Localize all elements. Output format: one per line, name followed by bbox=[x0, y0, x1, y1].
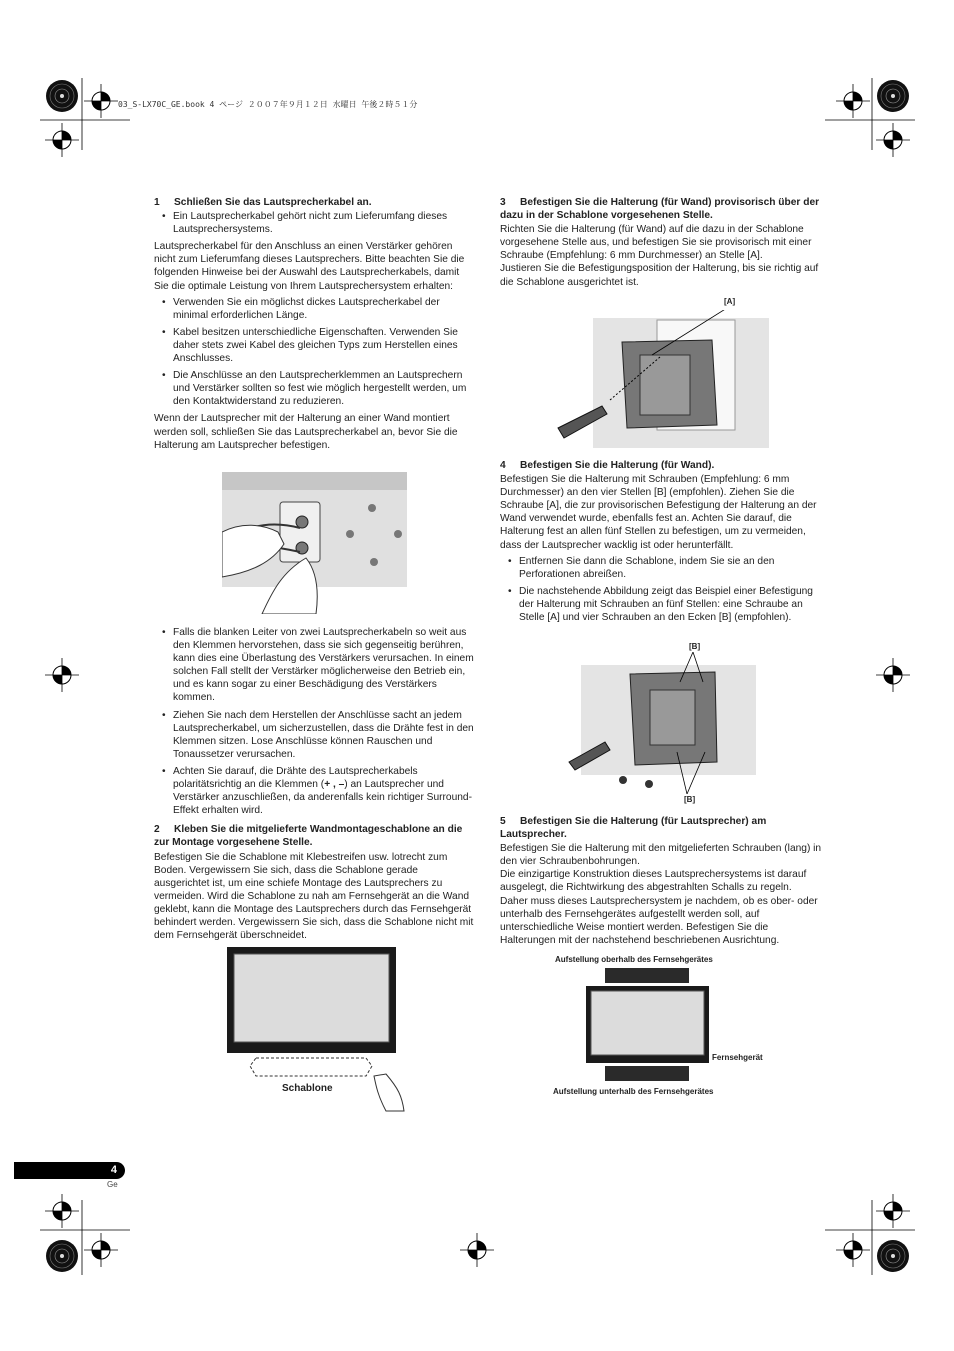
bracket-wall-mount-illustration bbox=[552, 310, 772, 450]
label-below-tv: Aufstellung unterhalb des Fernsehgerätes bbox=[553, 1087, 714, 1096]
paragraph: Befestigen Sie die Halterung mit den mitgelieferten Schrauben (lang) in den vier Schraubenbohrungen. bbox=[500, 843, 822, 868]
template-label: Schablone bbox=[282, 1083, 333, 1094]
paragraph: Befestigen Sie die Halterung mit Schrauben (Empfehlung: 6 mm Durchmesser) an den vier Stellen [B] (empfohlen). Ziehen Sie die Schraube [A], die zur provisorischen Befestigung der Halterung an der Wand verwendet wurde, ebenfalls fest an. Achten Sie darauf, die Halterung fest an allen fünf Stellen zu befestigen, um zu vermeiden, dass der Lautsprecher wacklig ist oder herunterfällt. bbox=[500, 474, 817, 551]
step-2-heading: 2 Kleben Sie die mitgelieferte Wandmontageschablone an die zur Montage vorgesehene Stelle. bbox=[154, 824, 463, 849]
list-item: • Entfernen Sie dann die Schablone, indem Sie sie an den Perforationen abreißen. bbox=[500, 555, 822, 581]
list-item: • Ziehen Sie nach dem Herstellen der Anschlüsse sacht an jedem Lautsprecherkabel, um sicherzustellen, dass die Drähte fest in den Klemmen sitzen. Lose Anschlüsse können Rauschen und Tonaussetzer verursachen. bbox=[154, 709, 474, 761]
paragraph: Justieren Sie die Befestigungsposition der Halterung, bis sie richtig auf die Schablone ausgerichtet ist. bbox=[500, 263, 819, 288]
paragraph: Lautsprecherkabel für den Anschluss an einen Verstärker gehören nicht zum Lieferumfang dieses Lautsprechers. Bitte beachten Sie die folgenden Hinweise bei der Auswahl des Lautsprecherkabels, damit Sie die optimale Leistung von Ihrem Lautsprechersystem erhalten: bbox=[154, 241, 465, 292]
list-item: • Die Anschlüsse an den Lautsprecherklemmen an Lautsprechern und Verstärker sollten so fest wie möglich hergestellt werden, um den Kontaktwiderstand zu reduzieren. bbox=[154, 369, 474, 408]
left-column-cont bbox=[154, 626, 474, 945]
list-item: • Die nachstehende Abbildung zeigt das Beispiel einer Befestigung der Halterung mit Schrauben an fünf Stellen: eine Schraube an Stelle [A] und vier Schrauben an den Ecken [B] (empfohlen). bbox=[500, 585, 822, 624]
print-file-header: 03_S-LX70C_GE.book 4 ページ ２００７年９月１２日 水曜日 午後２時５１分 bbox=[118, 100, 418, 109]
list-item: • Falls die blanken Leiter von zwei Lautsprecherkabeln so weit aus den Klemmen hervorstehen, dass sie sich gegenseitig berühren, kann dies eine Überlastung des Verstärkers verursachen. In einem solchen Fall stellt der Verstärker möglicherweise den Betrieb ein, und es kann sogar zu einer Beschädigung des Verstärkers kommen. bbox=[154, 626, 474, 705]
label-tv: Fernsehgerät bbox=[712, 1053, 763, 1062]
paragraph: Wenn der Lautsprecher mit der Halterung an einer Wand montiert werden soll, schließen Sie das Lautsprecherkabel an, bevor Sie die Halterung am Lautsprecher befestigen. bbox=[154, 413, 458, 451]
step-3-heading: 3 Befestigen Sie die Halterung (für Wand) provisorisch über der dazu in der Schablone vorgesehenen Stelle. bbox=[500, 197, 820, 222]
label-above-tv: Aufstellung oberhalb des Fernsehgerätes bbox=[555, 955, 713, 964]
language-code: Ge bbox=[107, 1180, 118, 1189]
step-4-heading: 4 Befestigen Sie die Halterung (für Wand). bbox=[500, 460, 715, 471]
tv-speaker-placement-illustration bbox=[585, 966, 711, 1084]
left-column bbox=[154, 196, 474, 455]
label-b-top: [B] bbox=[689, 642, 701, 651]
right-column-step5 bbox=[500, 815, 822, 950]
right-column bbox=[500, 196, 822, 292]
speaker-cable-illustration bbox=[222, 472, 408, 614]
paragraph: Befestigen Sie die Schablone mit Klebestreifen usw. lotrecht zum Boden. Vergewissern Sie sich, dass die Schablone gerade ausgerichtet ist, um eine schiefe Montage des Lautsprechers zu vermeiden. Wird die Schablone zu nah am Fernsehgerät an die Wand geklebt, kann die Montage des Lautsprechers durch das Fernsehgerät behindert werden. Vergewissern Sie sich, dass die Schablone nicht mit dem Fernsehgerät überschneidet. bbox=[154, 851, 474, 942]
right-column-step4 bbox=[500, 459, 822, 628]
page-number-badge: 4 bbox=[14, 1162, 125, 1179]
label-a: [A] bbox=[724, 297, 736, 306]
list-item: • Ein Lautsprecherkabel gehört nicht zum Lieferumfang dieses Lautsprechersystems. bbox=[154, 210, 474, 236]
list-item: • Verwenden Sie ein möglichst dickes Lautsprecherkabel der minimal erforderlichen Länge. bbox=[154, 296, 474, 322]
registration-star-mark bbox=[46, 1240, 78, 1272]
label-b-bottom: [B] bbox=[684, 795, 696, 804]
registration-star-mark bbox=[46, 80, 78, 112]
list-item: • Achten Sie darauf, die Drähte des Lautsprecherkabels polaritätsrichtig an die Klemmen (+ , –) an Lautsprecher und Verstärker anzuschließen, da anderenfalls kein richtiger Surround-Effekt erhalten wird. bbox=[154, 765, 474, 817]
list-item: • Kabel besitzen unterschiedliche Eigenschaften. Verwenden Sie daher stets zwei Kabel des gleichen Typs zum Herstellen eines Anschlusses. bbox=[154, 326, 474, 365]
bracket-screws-illustration bbox=[565, 652, 757, 794]
step-5-heading: 5 Befestigen Sie die Halterung (für Lautsprecher) am Lautsprecher. bbox=[500, 816, 767, 841]
registration-star-mark bbox=[877, 80, 909, 112]
paragraph: Richten Sie die Halterung (für Wand) auf die dazu in der Schablone vorgesehene Stelle aus, und befestigen Sie sie provisorisch mit einer Schraube (Empfehlung: 6 mm Durchmesser) an Stelle [A]. bbox=[500, 224, 812, 262]
step-1-heading: 1 Schließen Sie das Lautsprecherkabel an. bbox=[154, 197, 372, 208]
paragraph: Die einzigartige Konstruktion dieses Lautsprechersystems ist darauf ausgelegt, die Richtwirkung des abgestrahlten Schalls zu regeln. Daher muss dieses Lautsprechersystem je nachdem, ob es ober- oder unterhalb des Fernsehgerätes aufgestellt werden soll, auf unterschiedliche Weise montiert werden. Befestigen Sie die Halterungen mit der nachstehend beschriebenen Ausrichtung. bbox=[500, 869, 818, 946]
registration-star-mark bbox=[877, 1240, 909, 1272]
